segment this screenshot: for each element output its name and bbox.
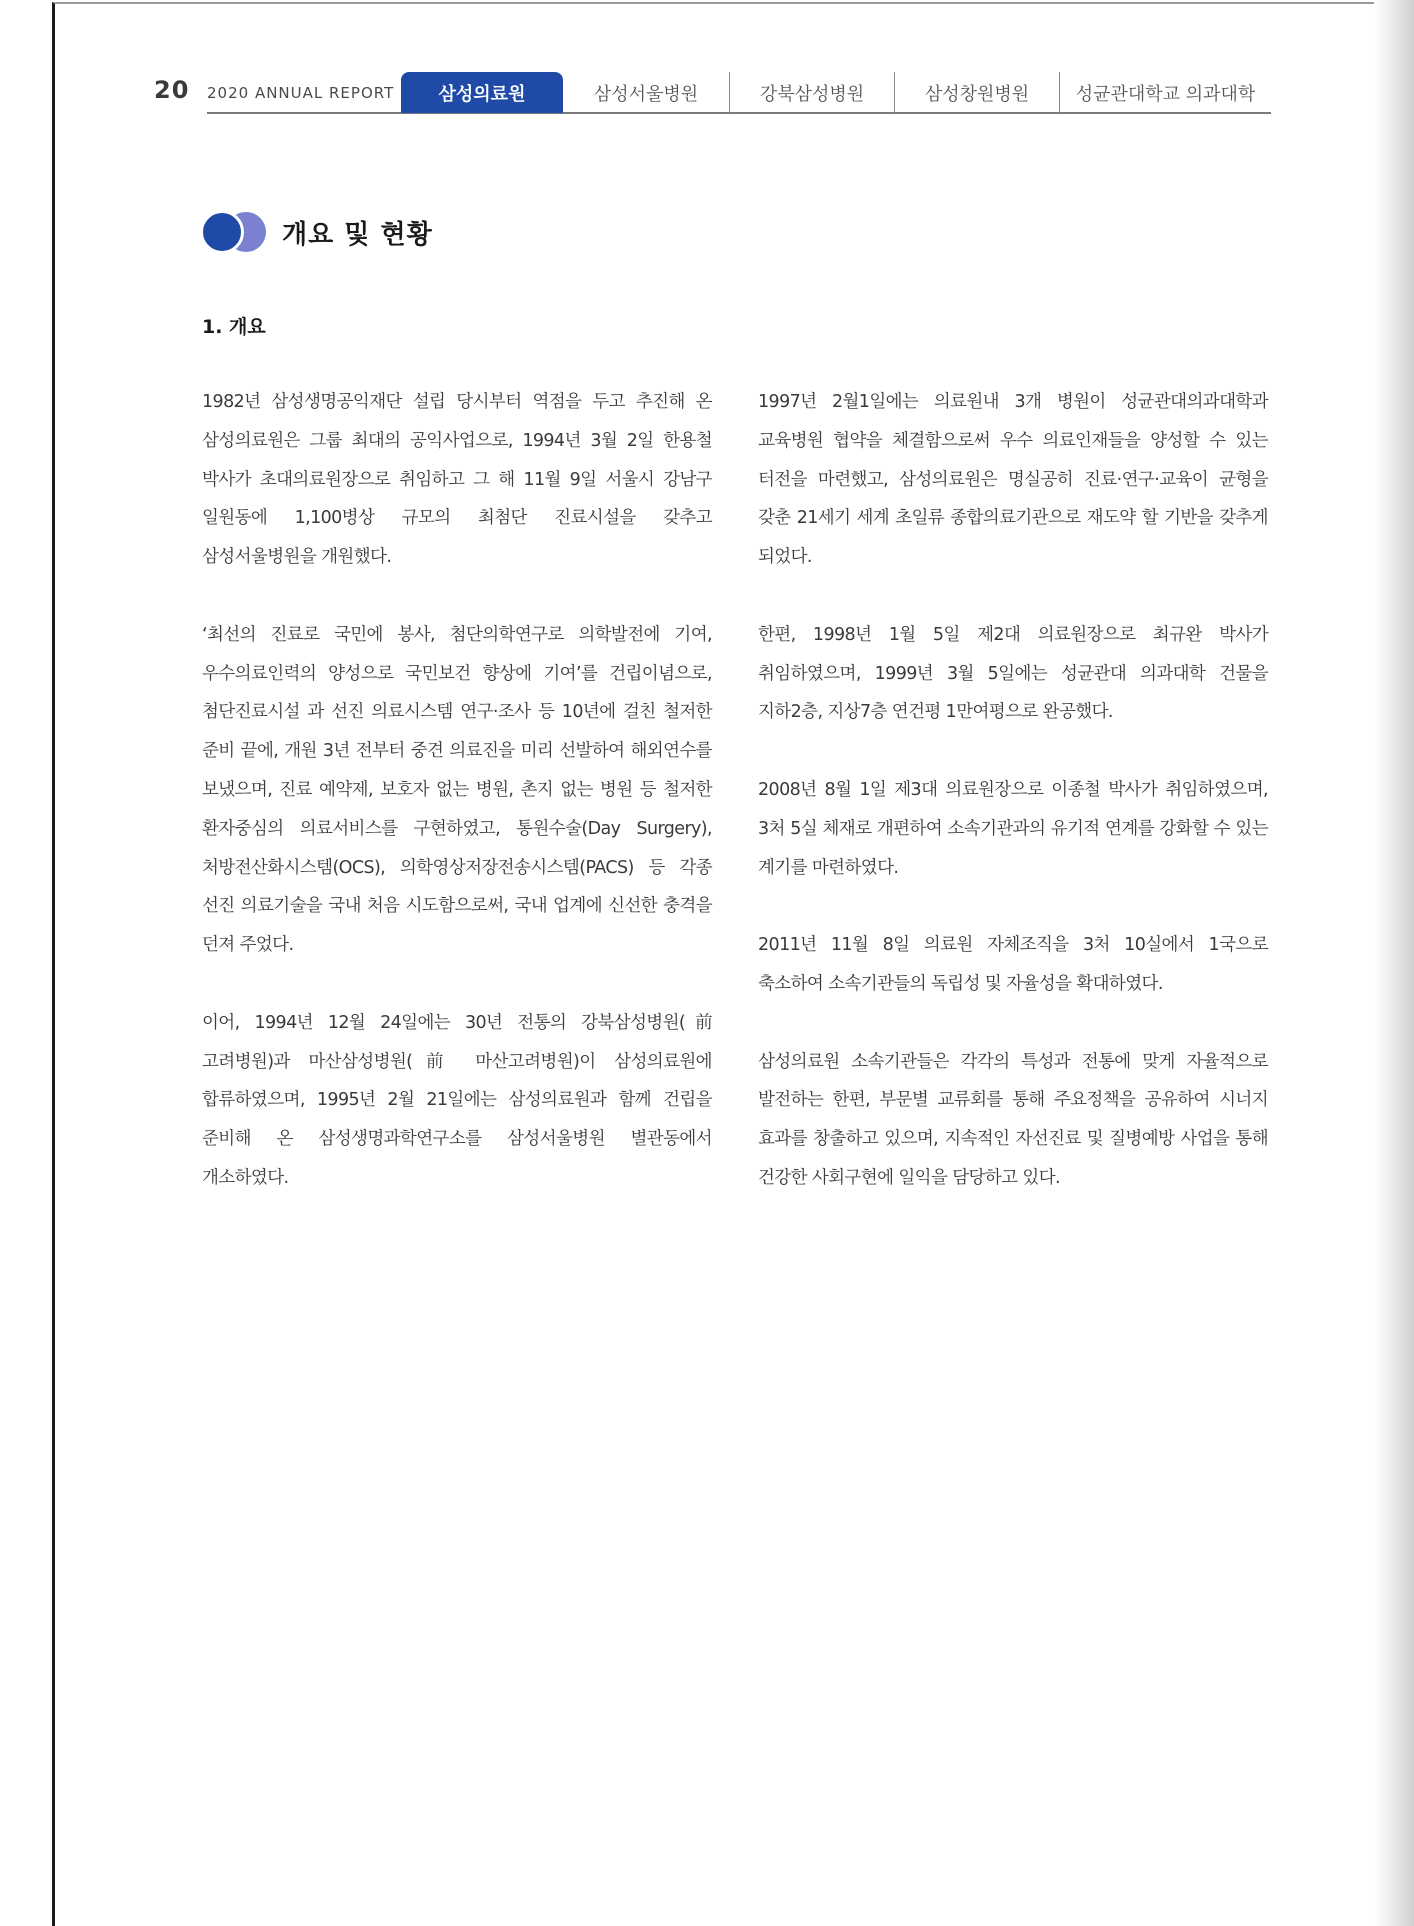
page-header [0,0,1414,120]
paragraph: 이어, 1994년 12월 24일에는 30년 전통의 강북삼성병원(前 고려병원)과 마산삼성병원(前 마산고려병원)이 삼성의료원에 합류하였으며, 1995년 2월 21일에는 삼성의료원과 함께 건립을 준비해 온 삼성생명과학연구소를 삼성서울병원 별관동에서 개소하였다. [202,1012,712,1188]
sub-heading: 1. 개요 [202,316,266,338]
double-circle-icon [202,210,268,254]
section-title: 개요 및 현황 [282,219,433,250]
tab-samsung-seoul-hospital[interactable] [563,72,729,113]
tab-samsung-medical-center[interactable] [401,72,563,113]
tab-samsung-changwon-hospital[interactable] [894,72,1059,113]
tab-label: 성균관대학교 의과대학 [1075,83,1256,105]
page-number: 20 [154,76,190,104]
paragraph: 한편, 1998년 1월 5일 제2대 의료원장으로 최규완 박사가 취임하였으며, 1999년 3월 5일에는 성균관대 의과대학 건물을 지하2층, 지상7층 연건평 1만여평으로 완공했다. [758,624,1268,723]
tab-kangbuk-samsung-hospital[interactable] [729,72,894,113]
report-label: 2020 ANNUAL REPORT [207,84,395,102]
paragraph: 삼성의료원 소속기관들은 각각의 특성과 전통에 맞게 자율적으로 발전하는 한편, 부문별 교류회를 통해 주요정책을 공유하여 시너지 효과를 창출하고 있으며, 지속적인 자선진료 및 질병예방 사업을 통해 건강한 사회구현에 일익을 담당하고 있다. [758,1051,1268,1188]
section-heading [202,210,433,254]
paragraph: ‘최선의 진료로 국민에 봉사, 첨단의학연구로 의학발전에 기여, 우수의료인력의 양성으로 국민보건 향상에 기여’를 건립이념으로, 첨단진료시설 과 선진 의료시스템 연구·조사 등 10년에 걸친 철저한 준비 끝에, 개원 3년 전부터 중견 의료진을 미리 선발하여 해외연수를 보냈으며, 진료 예약제, 보호자 없는 병원, 촌지 없는 병원 등 철저한 환자중심의 의료서비스를 구현하였고, 통원수술(Day Surgery), 처방전산화시스템(OCS), 의학영상저장전송시스템(PACS) 등 각종 선진 의료기술을 국내 처음 시도함으로써, 국내 업계에 신선한 충격을 던져 주었다. [202,624,712,956]
page-curl-edge [1374,0,1414,1926]
paragraph: 2011년 11월 8일 의료원 자체조직을 3처 10실에서 1국으로 축소하여 소속기관들의 독립성 및 자율성을 확대하였다. [758,935,1268,994]
tab-label: 삼성의료원 [438,83,526,105]
right-column [758,383,1268,1237]
tab-label: 삼성창원병원 [924,83,1030,105]
left-column [202,383,712,1237]
section-tabs [401,72,1271,113]
paragraph: 1982년 삼성생명공익재단 설립 당시부터 역점을 두고 추진해 온 삼성의료원은 그룹 최대의 공익사업으로, 1994년 3월 2일 한용철 박사가 초대의료원장으로 취임하고 그 해 11월 9일 서울시 강남구 일원동에 1,100병상 규모의 최첨단 진료시설을 갖추고 삼성서울병원을 개원했다. [202,392,712,568]
paragraph: 2008년 8월 1일 제3대 의료원장으로 이종철 박사가 취임하였으며, 3처 5실 체재로 개편하여 소속기관과의 유기적 연계를 강화할 수 있는 계기를 마련하였다. [758,779,1268,878]
tab-label: 강북삼성병원 [759,83,865,105]
paragraph: 1997년 2월1일에는 의료원내 3개 병원이 성균관대의과대학과 교육병원 협약을 체결함으로써 우수 의료인재들을 양성할 수 있는 터전을 마련했고, 삼성의료원은 명실공히 진료·연구·교육이 균형을 갖춘 21세기 세계 초일류 종합의료기관으로 재도약 할 기반을 갖추게 되었다. [758,392,1268,568]
tab-skku-medicine[interactable] [1059,72,1271,113]
tab-label: 삼성서울병원 [593,83,699,105]
